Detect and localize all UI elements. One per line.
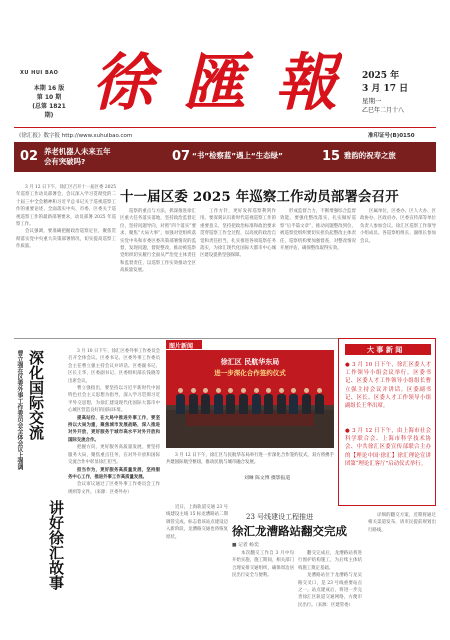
teaser-2-text: “书”检察蓝”遇上“生态绿” bbox=[192, 151, 283, 160]
side-p2: 曹立强指出，要坚持以习近平新时代中国特色社会主义思想为指导，深入学习贯彻习近平外交思想，为徐汇建设现代化国际大都市中心城区营造良好的国际环境。 bbox=[68, 386, 160, 414]
photo-person bbox=[201, 388, 210, 414]
main-col-4-text: 区属单位，区委办、区人大办、区政协办、区政府办、区委宣传部等单位负责人参加会议。徐汇区巡察工作领导小组成员、各巡察组组长、副组长参加会议。 bbox=[360, 209, 436, 244]
masthead-rule bbox=[14, 127, 436, 128]
photo-person bbox=[239, 388, 248, 414]
photo-person bbox=[176, 388, 185, 414]
photo-person bbox=[189, 388, 198, 414]
teaser-1[interactable] bbox=[18, 142, 166, 172]
metro-col-2-text: 本次翻交工作自 3 月中旬开始实施，施工期间，相关部门合理安排交通组织，确保周边居民出行安全与便利。 bbox=[232, 551, 294, 579]
side-p6: 会议审议通过了区委外事工作委员会工作规则等文件。（来源：区委外办） bbox=[68, 482, 160, 495]
big-news-item-1[interactable]: ● 3 月 10 日下午，徐汇区委人才工作领导小组会议举行。区委书记、区委人才工作领导小组组长曹立强主持会议并讲话。区委副书记、区长、区委人才工作领导小组副组长王华出席。 bbox=[345, 362, 431, 410]
side-article bbox=[68, 348, 160, 618]
photo-news-tag bbox=[166, 340, 202, 349]
big-news-label bbox=[345, 344, 431, 355]
date-box bbox=[362, 70, 408, 116]
side-title-1[interactable]: 深化国际交流 bbox=[27, 350, 45, 440]
date-weekday: 星期一 bbox=[362, 97, 382, 105]
side-p3: 提高站位、在大局中推进外事工作，要坚持以大局为重，聚焦城市发展战略，深入推进对外开放，更好服务于城市高水平对外开放和国际交流合作。 bbox=[68, 415, 160, 443]
left-article bbox=[16, 184, 116, 334]
teaser-bar bbox=[14, 142, 436, 172]
side-p4: 把握方向，更好服务高质量发展，要坚持服务大局，聚焦重点任务，在对外开放和国际交流合作中彰显徐汇担当。 bbox=[68, 445, 160, 466]
photo-person bbox=[264, 388, 273, 414]
teaser-3[interactable] bbox=[320, 142, 432, 172]
big-news-box bbox=[338, 338, 436, 506]
photo-people bbox=[166, 350, 334, 448]
metro-col-1-text: 近日，上海轨道交通 23 号线建设主线 15 标龙漕路站二期调管完成，标志着该站点建设迈入新阶段，龙漕路交通也将恢复原状。 bbox=[166, 505, 228, 540]
photo-person bbox=[315, 388, 324, 414]
photo-credit: 刘琳 陈文博 摄影报道 bbox=[244, 476, 291, 481]
main-col-1-text: 巡察的重点与方法，抓深推进徐汇区重大任务落实落地，坚持政治监督定位，坚持问题导向，对照“四个落实”要求，聚焦“大局大事”，加强对党组织落实党中央和市委区委决策部署情况的监督，发现问题，督促整改，推动被巡察党组织切实履行全面从严治党主体责任和监督责任，以巡察工作实效推动全区高质量发展。 bbox=[120, 209, 196, 274]
issue-number bbox=[27, 84, 71, 120]
side-title-2[interactable]: 讲好徐汇故事 bbox=[47, 500, 65, 590]
teaser-3-num: 15 bbox=[322, 149, 341, 164]
masthead-logo-art bbox=[92, 42, 342, 122]
total-num: (总第 1821 期) bbox=[32, 103, 66, 119]
main-headline[interactable]: 十一届区委 2025 年巡察工作动员部署会召开 bbox=[120, 189, 399, 205]
date-day: 3 月 17 日 bbox=[362, 84, 409, 94]
big-news-label-text: 大 事 新 闻 bbox=[367, 346, 403, 354]
metro-col-3 bbox=[298, 550, 362, 622]
news-photo[interactable] bbox=[166, 350, 334, 448]
big-news-item-2[interactable]: ● 3 月 12 日下午，由上海市社会科学联合会、上海市科学技术协会、中共徐汇区委宣传部联合主办的【理论中国·徐汇】徐汇理论宣讲团第“理论汇客厅”启动仪式举行。 bbox=[345, 428, 431, 467]
main-col-2-text: 工作方针，更好发挥巡察利剑作用。要深刻认识新时代巡视巡察工作的重要意义，坚持把政治标准和政治要求贯穿巡察工作全过程，以高度的政治自觉和责任担当，扎实推进各项巡察任务落实，为徐汇现代化国际大都市中心城区建设提供坚强保障。 bbox=[200, 209, 276, 259]
teaser-1-num: 02 bbox=[20, 149, 39, 164]
photo-person bbox=[277, 388, 286, 414]
teaser-3-text: 雅韵的祝寿之旅 bbox=[344, 151, 396, 160]
photo-person bbox=[214, 388, 223, 414]
photo-person bbox=[252, 388, 261, 414]
issue-num: 第 10 期 bbox=[36, 94, 62, 101]
teaser-2-num: 07 bbox=[172, 149, 191, 164]
metro-col-3-text: 翻交完成后，龙漕路站将进行围护结构施工，为后续主体结构施工奠定基础。 bbox=[298, 551, 362, 571]
metro-author: ■ 记者 杨奕 bbox=[232, 543, 259, 548]
photo-person bbox=[289, 388, 298, 414]
left-article-p1: 3 月 12 日下午，徐汇区召开十一届区委 2025 年巡察工作动员部署会，会议深入学习贯彻党的二十届三中全会精神和习近平总书记关于巡视巡察工作的重要论述，全面落实中央、市委、区委关于巡视巡察工作的最新部署要求，动员部署 2025 年巡察工作。 bbox=[16, 185, 116, 228]
photo-banner-1: 徐汇区 民航华东局 bbox=[220, 358, 280, 366]
masthead-logo bbox=[92, 42, 342, 122]
metro-col-4-text: 详细的翻交方案，近期将通过相关渠道发布，请市民提前规划出行路线。 bbox=[368, 513, 436, 533]
photo-news-tag-text: 图片新闻 bbox=[169, 343, 194, 350]
teaser-2[interactable] bbox=[170, 142, 320, 172]
date-lunar: 乙巳年二月十八 bbox=[362, 107, 405, 114]
metro-headline[interactable]: 徐汇龙漕路站翻交完成 bbox=[232, 524, 347, 538]
side-p1: 3 月 10 日下午，徐汇区委外事工作委员会召开全体会议。区委书记、区委外事工作委员会主任曹立强主持会议并讲话。区委副书记、区长王华，区委副书记、区委组织部长钱晓等出席会议。 bbox=[68, 349, 160, 384]
main-col-2 bbox=[200, 208, 276, 334]
masthead-logo-text: 徐 匯 報 bbox=[92, 46, 342, 119]
metro-col-3b-text: 龙漕路站位于龙漕路与龙吴路交叉口，是 23 号线重要站点之一。站点建成后，将进一步完善徐汇区轨道交通网络，方便市民出行。（来源：区建管委） bbox=[298, 573, 362, 608]
date-year: 2025 年 bbox=[362, 71, 400, 81]
photo-person bbox=[302, 388, 311, 414]
metro-kicker: 23 号线建设工程推进 bbox=[246, 513, 314, 521]
left-article-p2: 会议强调，要准确把握政治巡察定位，聚焦贯彻落实党中央重大决策部署情况，切实提高巡察工作质量。 bbox=[16, 229, 116, 250]
metro-col-4 bbox=[368, 512, 436, 622]
teaser-1-text: 养老机器人未来五年 会有突破吗? bbox=[44, 147, 111, 166]
main-col-3-text: 形成监督合力，不断增强综合监督效能。要强化整改落实，扎实做好巡察“后半篇文章”，推动问题整改到位，被巡察党组织要切实担负起整改主体责任，巡察机构要加强督查，对整改情况开展评估，确保整改取得实效。 bbox=[280, 209, 356, 252]
main-col-4 bbox=[360, 208, 436, 334]
paper-mark: XU HUI BAO bbox=[20, 70, 59, 76]
metro-col-2 bbox=[232, 550, 294, 622]
photo-person bbox=[226, 388, 235, 414]
photo-banner-2: 进一步深化合作签约仪式 bbox=[214, 369, 286, 377]
photo-caption-text: 3 月 12 日下午，徐汇区与民航华东局举行进一步深化合作签约仪式，双方将携手共建国际航空枢纽，推动民航与城市融合发展。 bbox=[166, 453, 334, 466]
side-p5: 担当作为，更好服务高质量发展，坚持服务中心工作，推进外事工作高质量发展。 bbox=[68, 467, 160, 480]
side-kicker: 曹立强在区委外事工作委员会全体会议上强调 bbox=[16, 350, 23, 470]
issue-pages: 本期 16 版 bbox=[33, 85, 65, 92]
metro-col-1 bbox=[166, 504, 228, 622]
permit-number: 准印证号(B)0150 bbox=[368, 133, 415, 139]
main-col-1 bbox=[120, 208, 196, 334]
main-col-3 bbox=[280, 208, 356, 334]
digital-edition[interactable]: 《徐汇报》数字报 http://www.xuhuibao.com bbox=[16, 133, 133, 139]
